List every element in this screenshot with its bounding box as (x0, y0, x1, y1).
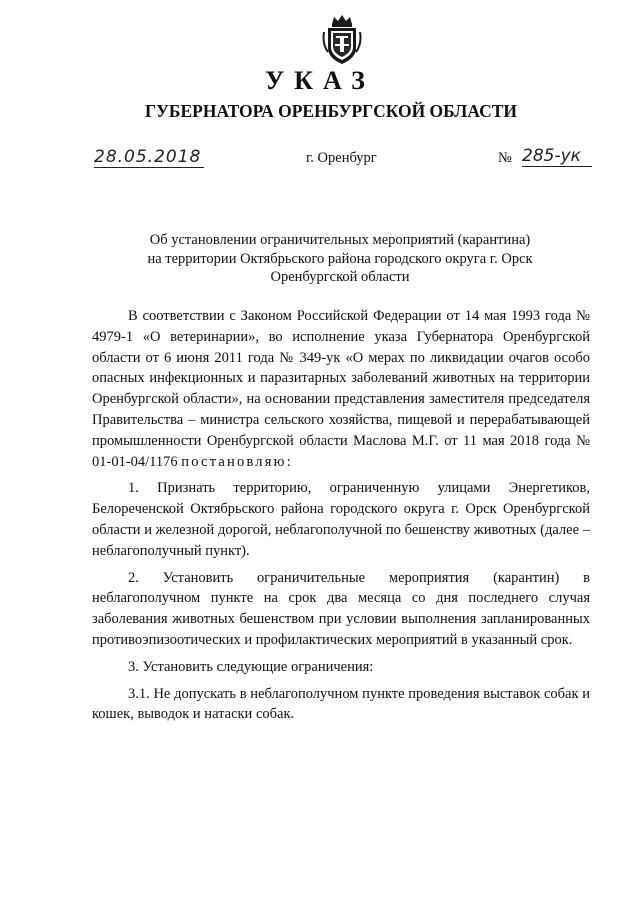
coat-of-arms-icon (322, 14, 362, 66)
preamble-text: В соответствии с Законом Российской Федерации от 14 мая 1993 года № 4979-1 «О ветеринарии», во исполнение указа Губернатора Оренбургской области от 6 июня 2011 года № 349-ук «О мерах по ликвидации очагов особо опасных инфекционных и паразитарных заболеваний животных на территории Оренбургской области», на основании представления заместителя председателя Правительства – министра сельского хозяйства, пищевой и перерабатывающей промышленности Оренбургской области Маслова М.Г. от 11 мая 2018 года № 01-01-04/1176 (92, 308, 590, 470)
item-2-paragraph: 2. Установить ограничительные мероприятия (карантин) в неблагополучном пункте на срок два месяца со дня последнего случая заболевания животных бешенством при условии выполнения запланированных противоэпизоотических и профилактических мероприятий в указанный срок. (92, 569, 590, 648)
item-3-1-paragraph: 3.1. Не допускать в неблагополучном пункте проведения выставок собак и кошек, выводок и натаски собак. (92, 685, 590, 723)
document-heading (120, 231, 560, 287)
item-3-paragraph: 3. Установить следующие ограничения: (128, 658, 374, 675)
document-subtitle: ГУБЕРНАТОРА ОРЕНБУРГСКОЙ ОБЛАСТИ (144, 101, 518, 121)
item-1-paragraph: 1. Признать территорию, ограниченную улицами Энергетиков, Белореченской Октябрьского района городского округа г. Орск Оренбургской области и железной дорогой, неблагополучной по бешенству животных (далее – неблагополучный пункт). (92, 480, 590, 559)
heading-line-1: Об установлении ограничительных мероприятий (карантина) (149, 232, 531, 248)
decree-word: постановляю: (181, 453, 293, 470)
heading-line-3: Оренбургской области (270, 269, 410, 285)
heading-line-2: на территории Октябрьского района городского округа г. Орск (147, 250, 533, 267)
document-city: г. Оренбург (306, 150, 377, 166)
document-body (92, 306, 590, 725)
document-title: УКАЗ (265, 66, 375, 95)
document-date: 28.05.2018 (94, 147, 204, 168)
document-number-label: № (498, 150, 512, 166)
document-number: 285-ук (522, 146, 592, 167)
preamble-paragraph (92, 306, 590, 472)
